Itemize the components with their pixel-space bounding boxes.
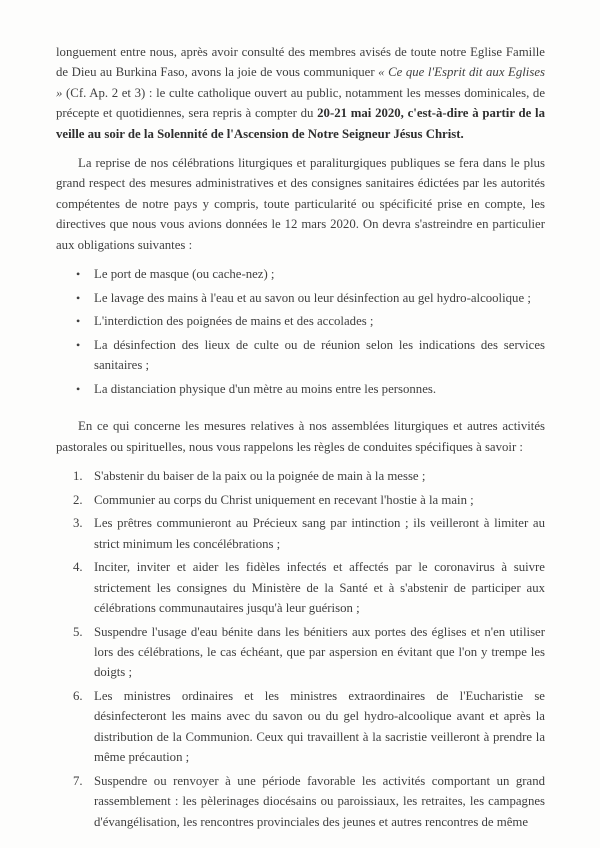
numbered-item-text: Les prêtres communieront au Précieux sang par intinction ; ils veilleront à limiter au strict minimum les concélébrations ;	[94, 516, 545, 551]
bullet-icon: •	[76, 381, 81, 396]
numbered-item	[73, 557, 545, 618]
numbered-item-text: Suspendre l'usage d'eau bénite dans les bénitiers aux portes des églises et n'en utiliser lors des célébrations, le cas échéant, que par aspersion en évitant que l'on y trempe les doigts ;	[94, 624, 545, 680]
numbered-item-text: Inciter, inviter et aider les fidèles infectés et affectés par le coronavirus à suivre strictement les consignes du Ministère de la Santé et à s'abstenir de participer aux célébrations communautaires jusqu'à leur guérison ;	[94, 560, 545, 616]
scripture-quote: « Ce que l'Esprit dit aux Eglises »	[56, 65, 545, 100]
numbered-item-text: Les ministres ordinaires et les ministres extraordinaires de l'Eucharistie se désinfecteront les mains avec du savon ou du gel hydro-alcoolique avant et après la distribution de la Communion. Ceux qui travaillent à la sacristie veilleront à prendre la même précaution ;	[94, 689, 545, 765]
bullet-item	[76, 335, 545, 376]
bullet-item-text: Le lavage des mains à l'eau et au savon ou leur désinfection au gel hydro-alcoolique ;	[94, 290, 531, 305]
bullet-icon: •	[76, 267, 81, 282]
numbered-item	[73, 686, 545, 768]
paragraph-resumption: La reprise de nos célébrations liturgiques et paraliturgiques publiques se fera dans le plus grand respect des mesures administratives et des consignes sanitaires édictées par les autorités compétentes de notre pays y compris, toute particularité ou spécificité prise en compte, les directives que nous vous avions données le 12 mars 2020. On devra s'astreindre en particulier aux obligations suivantes :	[56, 156, 545, 252]
item-number: 2.	[73, 492, 83, 507]
bullet-item	[76, 264, 545, 284]
bullet-item	[76, 288, 545, 308]
specific-rules-numbered-list	[56, 466, 545, 832]
bullet-item-text: La désinfection des lieux de culte ou de réunion selon les indications des services sanitaires ;	[94, 337, 545, 373]
numbered-item	[73, 513, 545, 554]
bullet-item-text: La distanciation physique d'un mètre au moins entre les personnes.	[94, 381, 437, 396]
item-number: 6.	[73, 689, 83, 704]
numbered-item	[73, 622, 545, 683]
bullet-item-text: L'interdiction des poignées de mains et des accolades ;	[94, 314, 374, 329]
numbered-item-text: Suspendre ou renvoyer à une période favorable les activités comportant un grand rassemblement : les pèlerinages diocésains ou paroissiaux, les retraites, les campagnes d'évangélisation, les rencontres provinciales des jeunes et autres rencontres de même	[94, 773, 545, 829]
bullet-item	[76, 379, 545, 399]
paragraph-liturgical-measures: En ce qui concerne les mesures relatives à nos assemblées liturgiques et autres activités pastorales ou spirituelles, nous vous rappelons les règles de conduites spécifiques à savoir :	[56, 419, 545, 454]
numbered-item	[73, 771, 545, 832]
paragraph-intro-continuation: (Cf. Ap. 2 et 3) : le culte catholique ouvert au public, notamment les messes dominicales, de précepte et quotidiennes, sera repris à compter du	[56, 85, 545, 121]
item-number: 5.	[73, 624, 83, 639]
bullet-icon: •	[76, 290, 81, 305]
numbered-item	[73, 490, 545, 510]
item-number: 1.	[73, 469, 83, 484]
bullet-icon: •	[76, 337, 81, 352]
bullet-item-text: Le port de masque (ou cache-nez) ;	[94, 267, 275, 282]
paragraph-intro	[56, 42, 545, 144]
bullet-item	[76, 311, 545, 331]
numbered-item	[73, 466, 545, 486]
paragraph-intro-text: longuement entre nous, après avoir consulté des membres avisés de toute notre Eglise Famille de Dieu au Burkina Faso, avons la joie de vous communiquer	[56, 45, 545, 80]
obligations-bullet-list	[56, 264, 545, 399]
item-number: 3.	[73, 516, 83, 531]
reopening-date-emphasis: 20-21 mai 2020, c'est-à-dire à partir de la veille au soir de la Solennité de l'Ascension de Notre Seigneur Jésus Christ.	[56, 106, 545, 141]
item-number: 4.	[73, 560, 83, 575]
numbered-item-text: Communier au corps du Christ uniquement en recevant l'hostie à la main ;	[94, 492, 474, 507]
item-number: 7.	[73, 773, 83, 788]
bullet-icon: •	[76, 314, 81, 329]
numbered-item-text: S'abstenir du baiser de la paix ou la poignée de main à la messe ;	[94, 469, 426, 484]
